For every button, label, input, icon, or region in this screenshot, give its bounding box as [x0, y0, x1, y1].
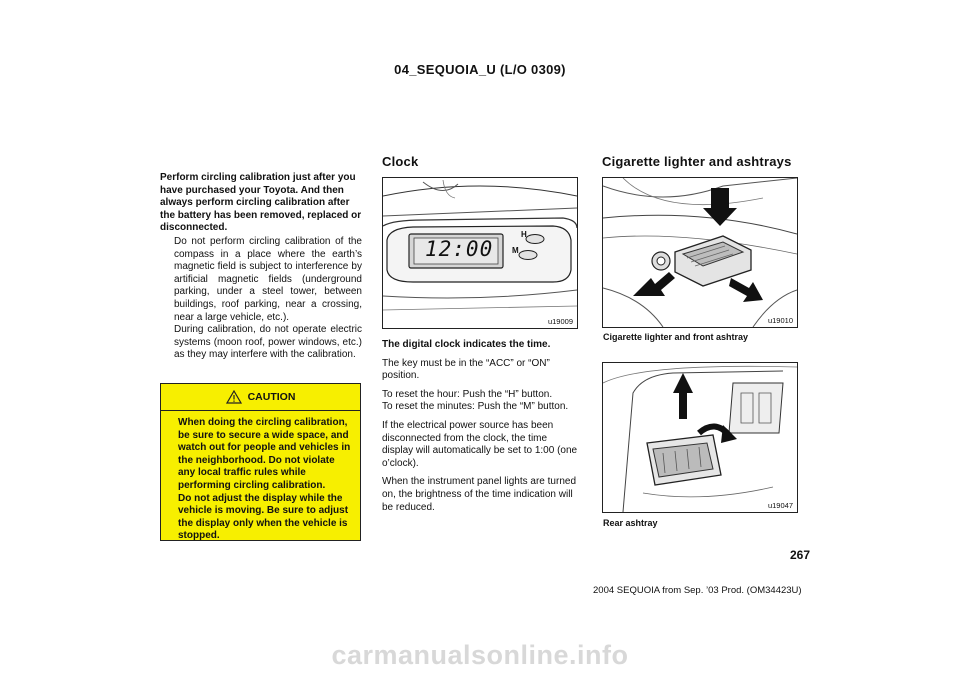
hour-button-label: H [521, 230, 527, 239]
figure-id: u19047 [767, 501, 793, 510]
calibration-text [160, 172, 362, 362]
calibration-bullet [160, 324, 362, 362]
page-header: 04_SEQUOIA_U (L/O 0309) [394, 62, 566, 77]
lighter-heading: Cigarette lighter and ashtrays [602, 154, 792, 169]
page-footer: 2004 SEQUOIA from Sep. ’03 Prod. (OM34423U) [593, 585, 802, 596]
front-ashtray-caption: Cigarette lighter and front ashtray [603, 332, 749, 342]
caution-box [160, 383, 361, 541]
caution-title: CAUTION [247, 391, 296, 403]
calibration-bullet [160, 236, 362, 324]
bullet-text: Do not perform circling calibration of the compass in a place where the earth’s magnetic field is subject to interference by artificial magnetic fields (underground parking, under a steel tower, between buildings, roof parking, near a crossing, near a large vehicle, etc.). [174, 235, 362, 323]
clock-display-readout: 12:00 [425, 237, 494, 261]
bullet-text: During calibration, do not operate electric systems (moon roof, power windows, etc.) as they may interfere with the calibration. [174, 324, 362, 361]
clock-paragraph: When the instrument panel lights are turned on, the brightness of the time indication will be reduced. [382, 476, 576, 513]
rear-ashtray-caption: Rear ashtray [603, 518, 658, 528]
clock-figure [382, 177, 578, 329]
rear-ashtray-figure [602, 362, 798, 513]
caution-item-text: When doing the circling calibration, be sure to secure a wide space, and watch out for people and vehicles in the neighborhood. Do not violate any local traffic rules while performing circling calibration. [178, 417, 351, 491]
rear-ashtray-illustration [603, 363, 797, 512]
figure-id: u19009 [547, 317, 573, 326]
caution-item [167, 417, 354, 493]
watermark: carmanualsonline.info [331, 640, 629, 670]
caution-item [167, 493, 354, 543]
page-number: 267 [790, 548, 811, 562]
caution-body [161, 411, 360, 543]
minute-button-label: M [512, 246, 519, 255]
caution-item-text: Do not adjust the display while the vehicle is moving. Be sure to adjust the display only when the vehicle is stopped. [178, 492, 349, 542]
clock-subheading: The digital clock indicates the time. [382, 339, 551, 350]
clock-paragraph: The key must be in the “ACC” or “ON” position. [382, 357, 550, 382]
front-ashtray-illustration [603, 178, 797, 327]
calibration-intro: Perform circling calibration just after you have purchased your Toyota. And then always perform circling calibration after the battery has been removed, replaced or disconnected. [160, 172, 362, 234]
clock-paragraph: If the electrical power source has been disconnected from the clock, the time display will automatically be set to 1:00 (one o’clock). [382, 419, 578, 469]
front-ashtray-figure [602, 177, 798, 328]
warning-triangle-icon [226, 390, 242, 404]
figure-id: u19010 [767, 316, 793, 325]
caution-header [161, 384, 360, 411]
clock-paragraph: To reset the hour: Push the “H” button. To reset the minutes: Push the “M” button. [382, 388, 569, 413]
clock-heading: Clock [382, 154, 419, 169]
clock-text [382, 339, 578, 520]
